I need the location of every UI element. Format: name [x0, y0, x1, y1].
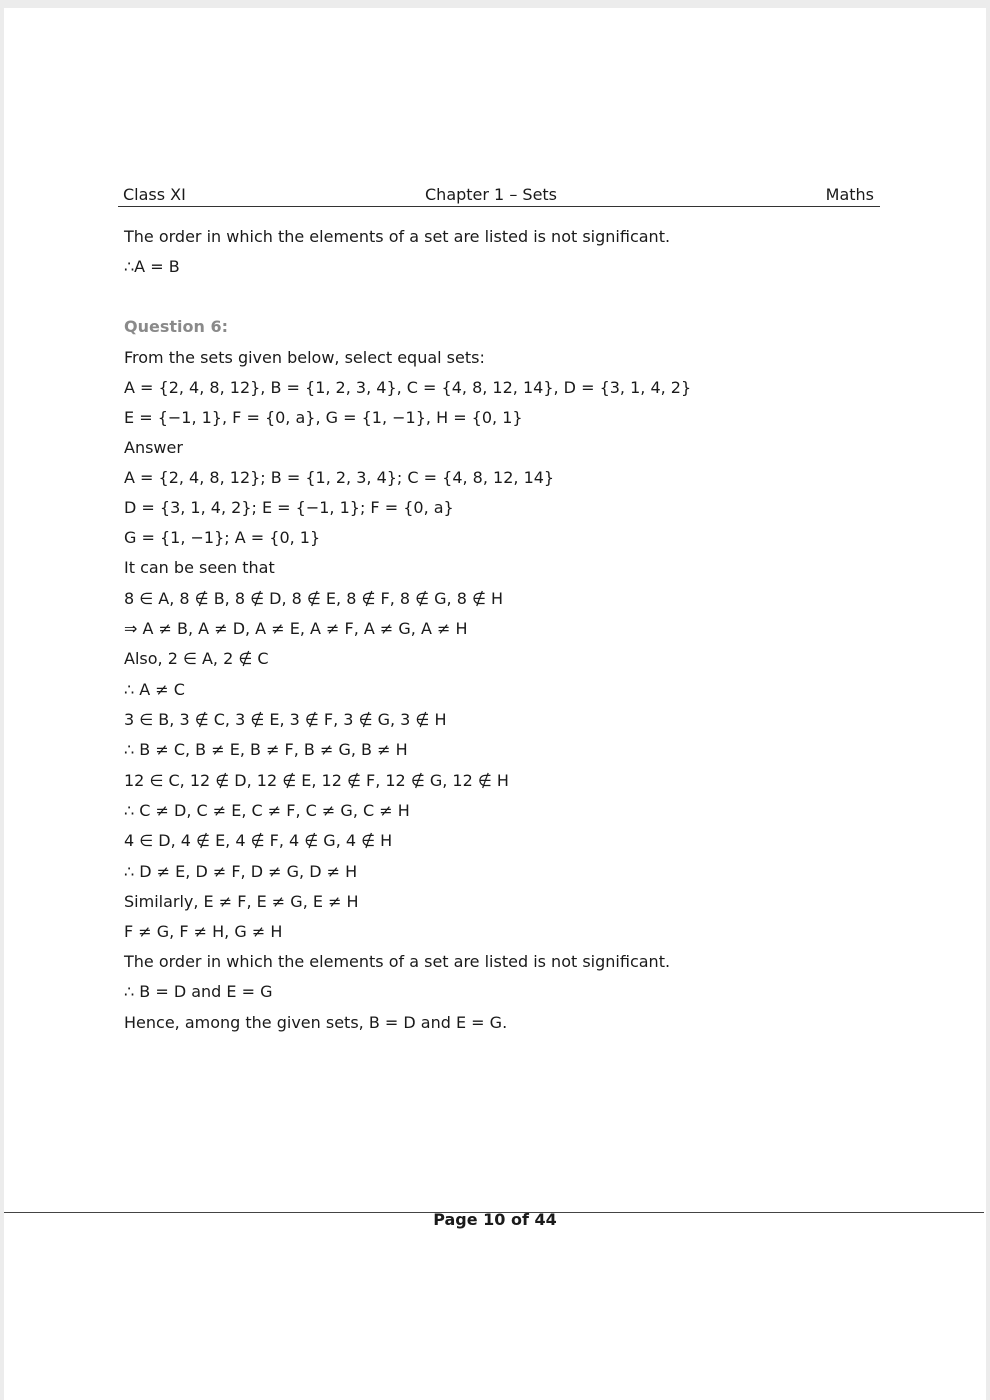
text-line: Similarly, E ≠ F, E ≠ G, E ≠ H — [124, 892, 359, 911]
text-line: F ≠ G, F ≠ H, G ≠ H — [124, 922, 283, 941]
text-line: 4 ∈ D, 4 ∉ E, 4 ∉ F, 4 ∉ G, 4 ∉ H — [124, 831, 393, 850]
text-line: D = {3, 1, 4, 2}; E = {−1, 1}; F = {0, a} — [124, 498, 454, 517]
text-line: The order in which the elements of a set are listed is not significant. — [124, 952, 671, 971]
text-line: E = {−1, 1}, F = {0, a}, G = {1, −1}, H = {0, 1} — [124, 408, 523, 427]
text-line: 12 ∈ C, 12 ∉ D, 12 ∉ E, 12 ∉ F, 12 ∉ G, 12 ∉ H — [124, 771, 509, 790]
text-line: The order in which the elements of a set are listed is not significant. — [124, 227, 671, 246]
text-line: 8 ∈ A, 8 ∉ B, 8 ∉ D, 8 ∉ E, 8 ∉ F, 8 ∉ G, 8 ∉ H — [124, 589, 504, 608]
text-line: ∴A = B — [124, 257, 180, 276]
header-class: Class XI — [123, 185, 186, 204]
text-line: Also, 2 ∈ A, 2 ∉ C — [124, 649, 269, 668]
text-line: A = {2, 4, 8, 12}; B = {1, 2, 3, 4}; C = {4, 8, 12, 14} — [124, 468, 555, 487]
text-line: Hence, among the given sets, B = D and E = G. — [124, 1013, 508, 1032]
page-number: Page 10 of 44 — [433, 1210, 557, 1229]
header-subject: Maths — [825, 185, 874, 204]
text-line: ∴ D ≠ E, D ≠ F, D ≠ G, D ≠ H — [124, 862, 358, 881]
header-chapter: Chapter 1 – Sets — [425, 185, 558, 204]
text-line: From the sets given below, select equal sets: — [124, 348, 485, 367]
text-line: A = {2, 4, 8, 12}, B = {1, 2, 3, 4}, C = {4, 8, 12, 14}, D = {3, 1, 4, 2} — [124, 378, 692, 397]
answer-label: Answer — [124, 438, 183, 457]
text-line: 3 ∈ B, 3 ∉ C, 3 ∉ E, 3 ∉ F, 3 ∉ G, 3 ∉ H — [124, 710, 447, 729]
text-line: It can be seen that — [124, 558, 275, 577]
text-line: ∴ B ≠ C, B ≠ E, B ≠ F, B ≠ G, B ≠ H — [124, 740, 408, 759]
question-heading: Question 6: — [124, 317, 228, 336]
page-header — [118, 184, 880, 207]
text-line: ∴ B = D and E = G — [124, 982, 273, 1001]
text-line: ∴ A ≠ C — [124, 680, 185, 699]
text-line: ∴ C ≠ D, C ≠ E, C ≠ F, C ≠ G, C ≠ H — [124, 801, 410, 820]
document-page — [4, 8, 986, 1400]
text-line: ⇒ A ≠ B, A ≠ D, A ≠ E, A ≠ F, A ≠ G, A ≠ H — [124, 619, 468, 638]
text-line: G = {1, −1}; A = {0, 1} — [124, 528, 321, 547]
